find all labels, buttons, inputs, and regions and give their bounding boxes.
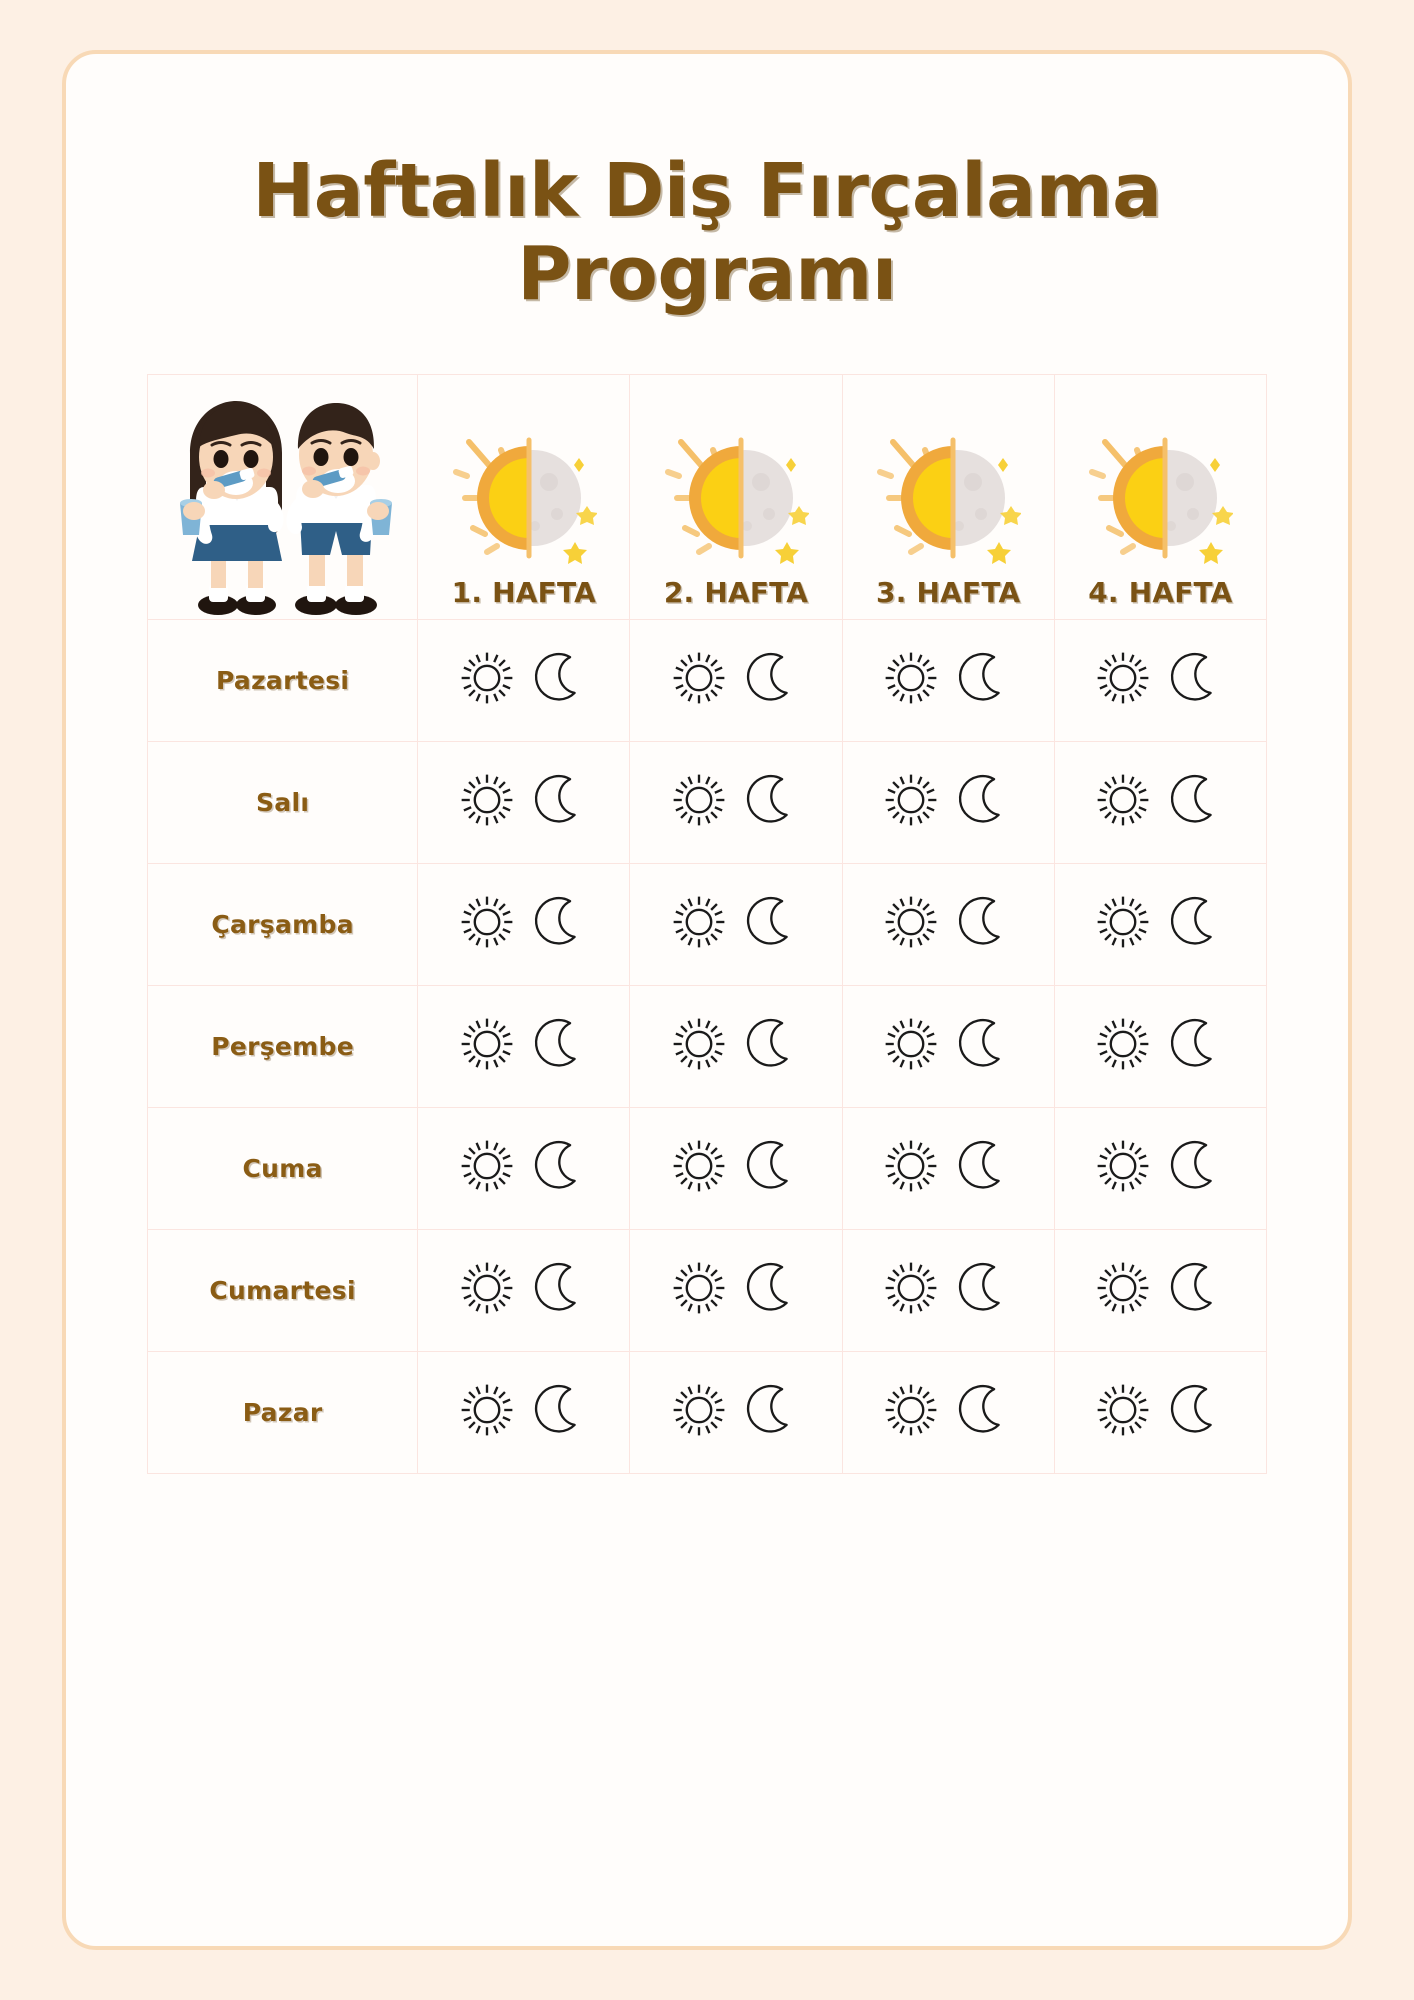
check-pair (418, 771, 629, 833)
day-label: Pazar (242, 1397, 323, 1427)
moon-icon[interactable] (744, 1381, 802, 1443)
moon-icon[interactable] (956, 771, 1014, 833)
check-pair (1055, 1259, 1266, 1321)
check-pair (1055, 893, 1266, 955)
check-pair (418, 1015, 629, 1077)
day-label: Cumartesi (209, 1275, 356, 1305)
day-label: Salı (256, 787, 310, 817)
moon-icon[interactable] (532, 1259, 590, 1321)
brushing-check-cell (418, 1229, 630, 1351)
moon-icon[interactable] (532, 771, 590, 833)
week-header-cell-3 (842, 374, 1054, 619)
table-row (148, 1351, 1267, 1473)
sun-icon[interactable] (458, 1015, 516, 1077)
half-sun-half-moon-icon (663, 410, 809, 570)
check-pair (1055, 1381, 1266, 1443)
half-sun-half-moon-icon (875, 410, 1021, 570)
brushing-check-cell (630, 1351, 842, 1473)
sun-icon[interactable] (458, 893, 516, 955)
check-pair (418, 893, 629, 955)
moon-icon[interactable] (1168, 893, 1226, 955)
table-row (148, 741, 1267, 863)
check-pair (1055, 1015, 1266, 1077)
sun-icon[interactable] (1094, 1015, 1152, 1077)
moon-icon[interactable] (532, 1137, 590, 1199)
check-pair (418, 1381, 629, 1443)
check-pair (418, 1137, 629, 1199)
sun-icon[interactable] (670, 649, 728, 711)
brushing-check-cell (418, 863, 630, 985)
brushing-check-cell (418, 741, 630, 863)
moon-icon[interactable] (744, 1259, 802, 1321)
table-row (148, 863, 1267, 985)
brushing-check-cell (1054, 619, 1266, 741)
check-pair (843, 893, 1054, 955)
moon-icon[interactable] (744, 1137, 802, 1199)
day-label-cell (148, 985, 418, 1107)
sun-icon[interactable] (670, 1259, 728, 1321)
moon-icon[interactable] (532, 649, 590, 711)
brushing-check-cell (1054, 1229, 1266, 1351)
brushing-check-cell (630, 985, 842, 1107)
check-pair (630, 1381, 841, 1443)
week-header-cell-1 (418, 374, 630, 619)
check-pair (1055, 771, 1266, 833)
table-row (148, 619, 1267, 741)
check-pair (630, 1015, 841, 1077)
sun-icon[interactable] (882, 649, 940, 711)
moon-icon[interactable] (744, 649, 802, 711)
half-sun-half-moon-icon (451, 410, 597, 570)
sun-icon[interactable] (458, 1381, 516, 1443)
worksheet-card (62, 50, 1352, 1950)
moon-icon[interactable] (1168, 649, 1226, 711)
moon-icon[interactable] (532, 1381, 590, 1443)
table-row (148, 1229, 1267, 1351)
week-header-cell-4 (1054, 374, 1266, 619)
sun-icon[interactable] (670, 1381, 728, 1443)
moon-icon[interactable] (956, 1015, 1014, 1077)
table-row (148, 1107, 1267, 1229)
sun-icon[interactable] (458, 1137, 516, 1199)
check-pair (418, 1259, 629, 1321)
brushing-check-cell (1054, 1107, 1266, 1229)
week-header-cell-2 (630, 374, 842, 619)
sun-icon[interactable] (882, 1137, 940, 1199)
week-header-label: 1. HAFTA (451, 575, 596, 609)
check-pair (418, 649, 629, 711)
sun-icon[interactable] (1094, 771, 1152, 833)
sun-icon[interactable] (1094, 649, 1152, 711)
check-pair (843, 649, 1054, 711)
day-label: Cuma (242, 1153, 323, 1183)
moon-icon[interactable] (956, 893, 1014, 955)
check-pair (630, 1259, 841, 1321)
week-header-label: 2. HAFTA (663, 575, 809, 609)
two-children-brushing-teeth-icon (164, 391, 402, 619)
brushing-check-cell (842, 1107, 1054, 1229)
brushing-check-cell (630, 1107, 842, 1229)
moon-icon[interactable] (956, 1259, 1014, 1321)
check-pair (843, 1259, 1054, 1321)
sun-icon[interactable] (670, 1015, 728, 1077)
sun-icon[interactable] (670, 893, 728, 955)
brushing-check-cell (842, 863, 1054, 985)
brushing-check-cell (1054, 863, 1266, 985)
children-illustration-cell (148, 374, 418, 619)
week-header-label: 3. HAFTA (876, 575, 1021, 609)
day-label-cell (148, 741, 418, 863)
moon-icon[interactable] (744, 1015, 802, 1077)
check-pair (630, 1137, 841, 1199)
check-pair (843, 1015, 1054, 1077)
brushing-check-cell (842, 985, 1054, 1107)
brushing-check-cell (630, 741, 842, 863)
brushing-check-cell (630, 863, 842, 985)
brushing-check-cell (1054, 1351, 1266, 1473)
page-title (66, 150, 1348, 316)
brushing-check-cell (1054, 741, 1266, 863)
brushing-check-cell (842, 741, 1054, 863)
day-label: Perşembe (211, 1031, 354, 1061)
sun-icon[interactable] (882, 771, 940, 833)
check-pair (1055, 649, 1266, 711)
day-label-cell (148, 619, 418, 741)
brushing-schedule-table (147, 374, 1267, 1474)
schedule-body (148, 619, 1267, 1473)
table-header-row (148, 374, 1267, 619)
sun-icon[interactable] (882, 1015, 940, 1077)
brushing-check-cell (418, 985, 630, 1107)
check-pair (843, 1381, 1054, 1443)
brushing-check-cell (418, 1351, 630, 1473)
sun-icon[interactable] (882, 1381, 940, 1443)
week-header-label: 4. HAFTA (1088, 575, 1233, 609)
sun-icon[interactable] (882, 893, 940, 955)
sun-icon[interactable] (458, 771, 516, 833)
moon-icon[interactable] (956, 1137, 1014, 1199)
check-pair (630, 893, 841, 955)
sun-icon[interactable] (1094, 1137, 1152, 1199)
brushing-check-cell (630, 619, 842, 741)
day-label: Çarşamba (211, 909, 354, 939)
brushing-check-cell (842, 1351, 1054, 1473)
check-pair (843, 771, 1054, 833)
check-pair (630, 771, 841, 833)
sun-icon[interactable] (1094, 1259, 1152, 1321)
brushing-check-cell (842, 619, 1054, 741)
brushing-check-cell (842, 1229, 1054, 1351)
day-label-cell (148, 863, 418, 985)
sun-icon[interactable] (670, 1137, 728, 1199)
sun-icon[interactable] (882, 1259, 940, 1321)
day-label-cell (148, 1229, 418, 1351)
check-pair (630, 649, 841, 711)
moon-icon[interactable] (956, 1381, 1014, 1443)
moon-icon[interactable] (532, 893, 590, 955)
sun-icon[interactable] (1094, 1381, 1152, 1443)
day-label-cell (148, 1107, 418, 1229)
moon-icon[interactable] (1168, 1381, 1226, 1443)
half-sun-half-moon-icon (1087, 410, 1233, 570)
page-title-line-1: Haftalık Diş Fırçalama (252, 148, 1162, 234)
brushing-check-cell (418, 619, 630, 741)
check-pair (1055, 1137, 1266, 1199)
moon-icon[interactable] (744, 893, 802, 955)
brushing-check-cell (418, 1107, 630, 1229)
brushing-check-cell (1054, 985, 1266, 1107)
check-pair (843, 1137, 1054, 1199)
moon-icon[interactable] (1168, 1137, 1226, 1199)
moon-icon[interactable] (532, 1015, 590, 1077)
sun-icon[interactable] (458, 649, 516, 711)
moon-icon[interactable] (1168, 1015, 1226, 1077)
table-row (148, 985, 1267, 1107)
sun-icon[interactable] (458, 1259, 516, 1321)
moon-icon[interactable] (1168, 1259, 1226, 1321)
moon-icon[interactable] (1168, 771, 1226, 833)
sun-icon[interactable] (1094, 893, 1152, 955)
day-label: Pazartesi (215, 665, 350, 695)
brushing-check-cell (630, 1229, 842, 1351)
sun-icon[interactable] (670, 771, 728, 833)
moon-icon[interactable] (744, 771, 802, 833)
page-title-line-2: Programı (517, 230, 897, 317)
day-label-cell (148, 1351, 418, 1473)
moon-icon[interactable] (956, 649, 1014, 711)
